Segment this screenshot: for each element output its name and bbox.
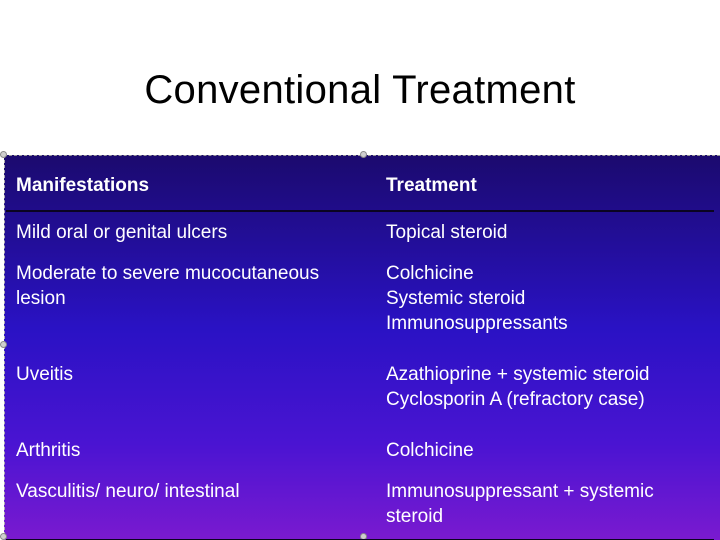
- cell-text: Cyclosporin A (refractory case): [386, 389, 645, 410]
- treatment-table[interactable]: [6, 163, 714, 540]
- table-row: [6, 211, 714, 253]
- manifestation-cell: [6, 430, 376, 471]
- resize-handle-top-left[interactable]: [0, 151, 7, 158]
- manifestation-cell: [6, 354, 376, 430]
- treatment-cell: [376, 430, 714, 471]
- header-treatment: Treatment: [376, 163, 714, 211]
- cell-text: Vasculitis/ neuro/ intestinal: [16, 481, 240, 502]
- manifestation-cell: [6, 471, 376, 540]
- treatment-cell: [376, 211, 714, 253]
- cell-text: Colchicine: [386, 263, 474, 284]
- table-row: [6, 354, 714, 430]
- table-row: [6, 471, 714, 540]
- table-header-row: [6, 163, 714, 211]
- table-row: [6, 430, 714, 471]
- cell-text: lesion: [16, 288, 66, 309]
- table-row: [6, 253, 714, 354]
- treatment-cell: [376, 471, 714, 540]
- cell-text: Mild oral or genital ulcers: [16, 222, 228, 243]
- slide-title: Conventional Treatment: [144, 68, 576, 112]
- manifestation-cell: [6, 253, 376, 354]
- cell-text: Immunosuppressant + systemic: [386, 481, 654, 502]
- resize-handle-top-middle[interactable]: [360, 151, 367, 158]
- manifestation-cell: [6, 211, 376, 253]
- cell-text: Arthritis: [16, 440, 81, 461]
- cell-text: Moderate to severe mucocutaneous: [16, 263, 320, 284]
- cell-text: Systemic steroid: [386, 288, 526, 309]
- cell-text: Immunosuppressants: [386, 313, 568, 334]
- cell-text: Topical steroid: [386, 222, 508, 243]
- cell-text: Azathioprine + systemic steroid: [386, 364, 650, 385]
- cell-text: Colchicine: [386, 440, 474, 461]
- header-manifestations: Manifestations: [6, 163, 376, 211]
- cell-text: Uveitis: [16, 364, 74, 385]
- treatment-cell: [376, 354, 714, 430]
- treatment-cell: [376, 253, 714, 354]
- cell-text: steroid: [386, 506, 444, 527]
